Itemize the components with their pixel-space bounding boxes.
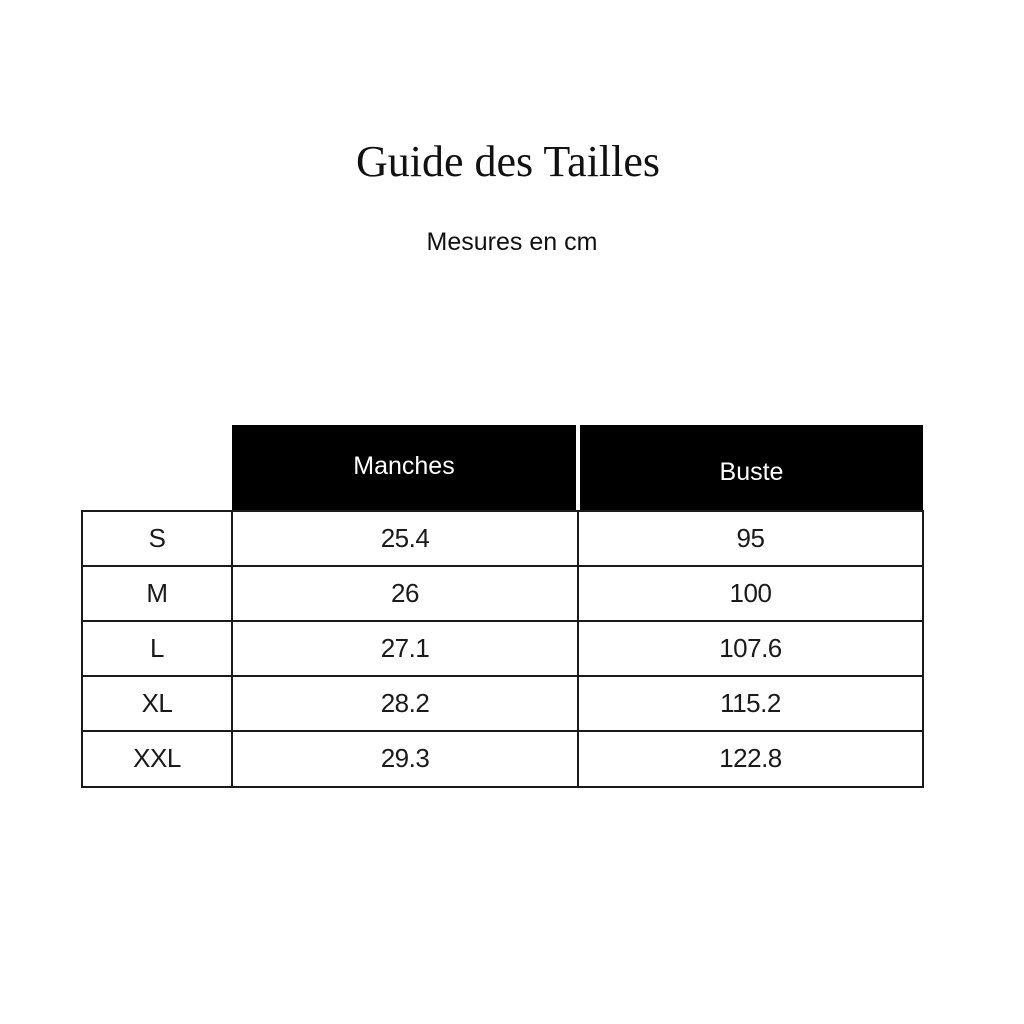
table-row <box>81 511 924 566</box>
buste-cell: 100 <box>729 578 772 608</box>
column-header-buste <box>580 425 923 511</box>
manches-cell: 28.2 <box>380 688 430 718</box>
manches-cell: 26 <box>391 578 419 608</box>
column-header-buste-label: Buste <box>719 457 784 486</box>
column-header-manches <box>232 425 576 511</box>
size-table <box>81 510 924 788</box>
table-row <box>81 731 924 786</box>
size-cell: S <box>148 523 166 553</box>
column-header-manches-label: Manches <box>353 451 455 480</box>
buste-cell: 95 <box>736 523 765 553</box>
page-title: Guide des Tailles <box>355 137 661 186</box>
size-cell: XL <box>141 688 173 718</box>
size-cell: L <box>150 633 164 663</box>
size-cell: M <box>146 578 168 608</box>
manches-cell: 27.1 <box>380 633 430 663</box>
manches-cell: 29.3 <box>380 743 430 773</box>
buste-cell: 115.2 <box>720 688 781 718</box>
table-row <box>81 621 924 676</box>
page-subtitle: Mesures en cm <box>426 228 598 256</box>
table-row <box>81 566 924 621</box>
table-row <box>81 676 924 731</box>
size-cell: XXL <box>133 743 181 773</box>
buste-cell: 107.6 <box>719 633 782 663</box>
table-border-bottom <box>81 786 924 788</box>
manches-cell: 25.4 <box>380 523 430 553</box>
buste-cell: 122.8 <box>719 743 782 773</box>
